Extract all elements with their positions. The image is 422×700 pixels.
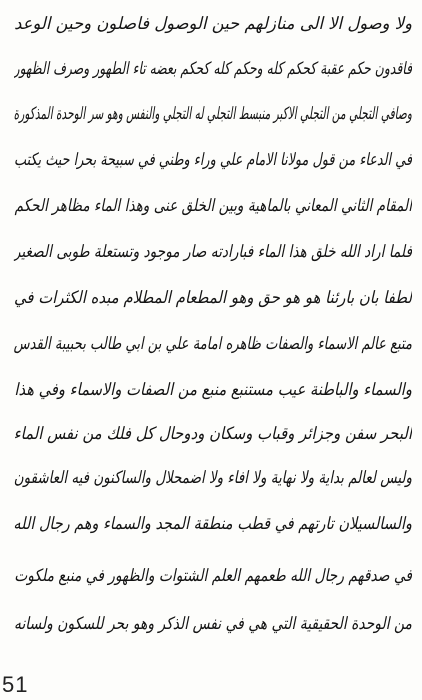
manuscript-line-9: والسماء والباطنة عيب مستنبع منبع من الصفات والاسماء وفي هذا bbox=[14, 380, 412, 400]
manuscript-line-11: وليس لعالم بداية ولا نهاية ولا افاء ولا اضمحلال والساكنون فيه العاشقون bbox=[14, 468, 412, 488]
manuscript-line-1: ولا وصول الا الى منازلهم حين الوصول فاصلون وحين الوعد bbox=[14, 14, 412, 34]
manuscript-line-14: من الوحدة الحقيقية التي هي في نفس الذكر وهو بحر للسكون ولسانه bbox=[14, 614, 412, 634]
manuscript-text-block bbox=[14, 8, 412, 648]
manuscript-line-5: المقام الثاني المعاني بالماهية وبين الخلق عنى وهذا الماء مظاهر الحكم bbox=[14, 196, 412, 216]
page-number: 51 bbox=[2, 672, 29, 697]
manuscript-line-2: فاقدون حكم عقبة كحكم كله وحكم كله كحكم بعضه تاء الطهور وصرف الظهور bbox=[13, 59, 412, 79]
manuscript-line-8: متبع عالم الاسماء والصفات ظاهره امامة علي بن ابي طالب بحبيبة القدس bbox=[13, 334, 412, 354]
manuscript-line-3: وصافي التجلي من التجلي الاكبر منبسط التجلي له التجلي والنفس وهو سر الوحدة المذكورة bbox=[13, 104, 412, 124]
manuscript-line-12: والسالسيلان تارتهم في قطب منطقة المجد والسماء وهم رجال الله bbox=[13, 514, 412, 534]
manuscript-line-10: البحر سفن وجزائر وقباب وسكان ودوحال كل فلك من نفس الماء bbox=[13, 424, 412, 444]
manuscript-line-7: لطفا بان بارئنا هو هو حق وهو المطعام المطلام مبده الكثرات في bbox=[13, 288, 412, 308]
manuscript-line-4: في الدعاء من قول مولانا الامام علي وراء وطني في سبيحة بحرا حيث يكتب bbox=[14, 150, 412, 170]
manuscript-line-13: في صدقهم رجال الله طعمهم العلم الشتوات والظهور في منبع ملكوت bbox=[14, 566, 412, 586]
manuscript-line-6: فلما اراد الله خلق هذا الماء فبارادته صار موجود وتستعلة طوبى الصغير bbox=[13, 242, 412, 262]
